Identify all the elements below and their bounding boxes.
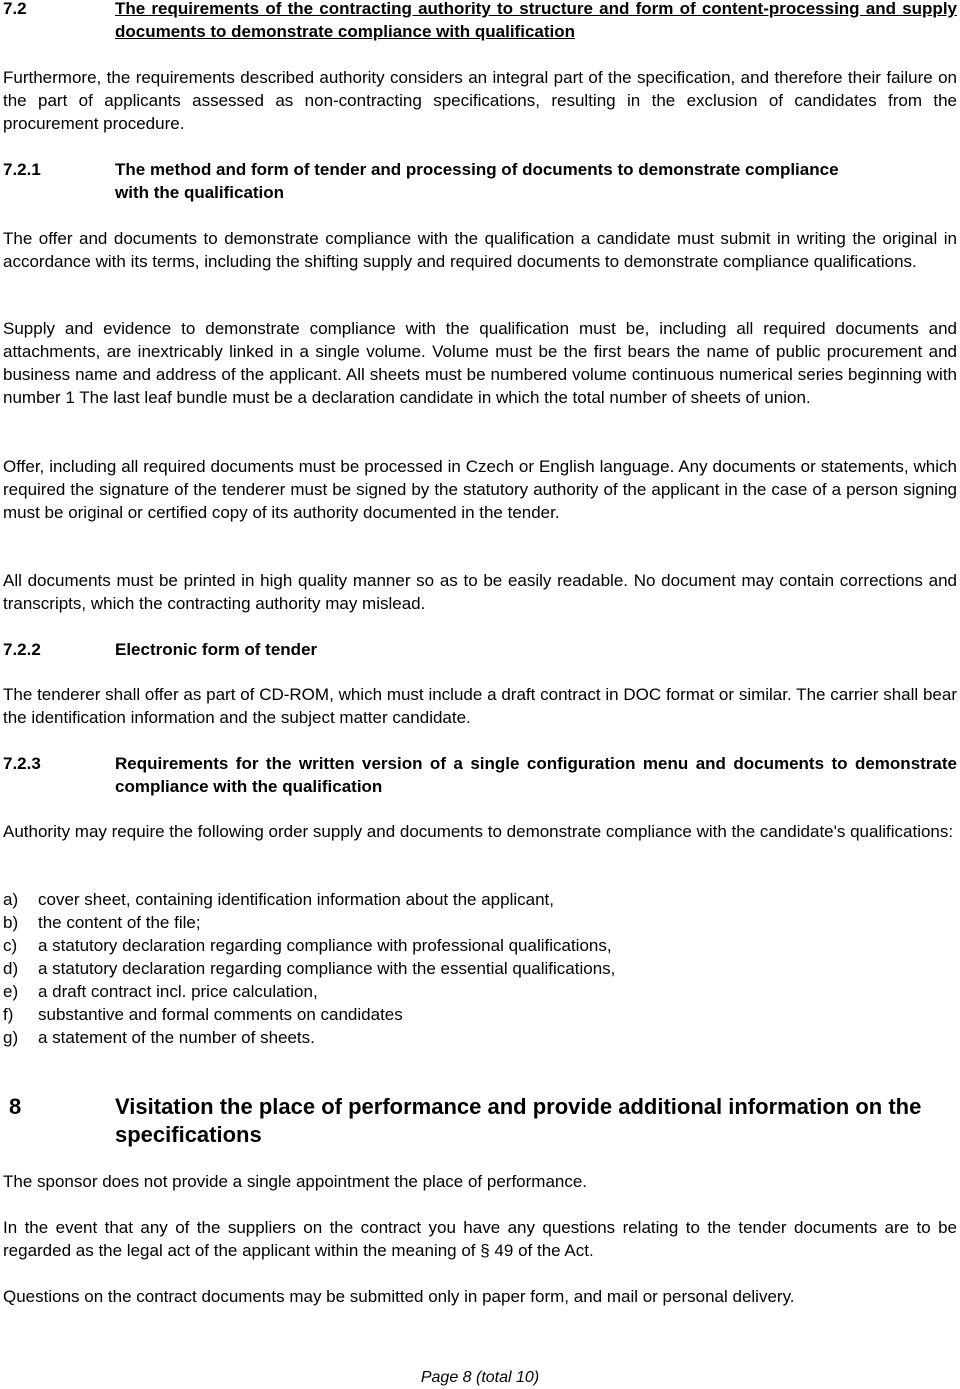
section-heading-8 [3, 1093, 957, 1149]
paragraph: Questions on the contract documents may be submitted only in paper form, and mail or personal delivery. [3, 1287, 795, 1306]
section-heading-7-2-1 [3, 158, 957, 204]
section-heading-7-2 [3, 0, 957, 43]
list-item-label: c) [3, 936, 18, 955]
section-number: 7.2 [3, 0, 27, 18]
section-heading-7-2-2 [3, 638, 957, 661]
list-item-text: the content of the file; [38, 913, 201, 932]
paragraph: Authority may require the following order supply and documents to demonstrate compliance with the candidate's qualifications: [3, 822, 954, 841]
list-item-label: b) [3, 913, 19, 932]
list-item-text: a statement of the number of sheets. [38, 1028, 315, 1047]
paragraph: The tenderer shall offer as part of CD-ROM, which must include a draft contract in DOC format or similar. The carrier shall bear the identification information and the subject matter candidate. [3, 685, 957, 727]
requirements-list [3, 888, 957, 1049]
list-item [3, 1003, 957, 1026]
list-item [3, 934, 957, 957]
list-item-text: cover sheet, containing identification information about the applicant, [38, 890, 554, 909]
list-item-text: a statutory declaration regarding compliance with professional qualifications, [38, 936, 612, 955]
list-item-text: a draft contract incl. price calculation, [38, 982, 318, 1001]
list-item-label: a) [3, 890, 19, 909]
page-footer: Page 8 (total 10) [420, 1369, 540, 1386]
list-item-text: substantive and formal comments on candidates [38, 1005, 403, 1024]
section-number: 7.2.3 [3, 754, 41, 773]
list-item [3, 1026, 957, 1049]
paragraph: Furthermore, the requirements described authority considers an integral part of the specification, and therefore their failure on the part of applicants assessed as non-contracting specifications, resulting in the exclusion of candidates from the procurement procedure. [3, 68, 957, 133]
list-item-text: a statutory declaration regarding compliance with the essential qualifications, [38, 959, 616, 978]
section-number: 7.2.1 [3, 160, 41, 179]
list-item [3, 888, 957, 911]
section-title: The method and form of tender and processing of documents to demonstrate compliance with the qualification [115, 160, 839, 202]
section-heading-7-2-3 [3, 752, 957, 798]
section-title: Requirements for the written version of a single configuration menu and documents to demonstrate compliance with the qualification [115, 754, 957, 796]
list-item-label: f) [3, 1005, 14, 1024]
paragraph: The offer and documents to demonstrate compliance with the qualification a candidate must submit in writing the original in accordance with its terms, including the shifting supply and required documents to demonstrate compliance qualifications. [3, 229, 957, 271]
list-item [3, 911, 957, 934]
section-title: Electronic form of tender [115, 640, 318, 659]
list-item-label: e) [3, 982, 19, 1001]
paragraph: Offer, including all required documents must be processed in Czech or English language. Any documents or statements, which required the signature of the tenderer must be signed by the statutory authority of the applicant in the case of a person signing must be original or certified copy of its authority documented in the tender. [3, 457, 957, 522]
paragraph: In the event that any of the suppliers on the contract you have any questions relating to the tender documents are to be regarded as the legal act of the applicant within the meaning of § 49 of the Act. [3, 1218, 957, 1260]
section-title: Visitation the place of performance and provide additional information on the specifications [115, 1094, 922, 1147]
list-item [3, 957, 957, 980]
list-item-label: d) [3, 959, 19, 978]
paragraph: All documents must be printed in high quality manner so as to be easily readable. No document may contain corrections and transcripts, which the contracting authority may mislead. [3, 571, 957, 613]
paragraph: The sponsor does not provide a single appointment the place of performance. [3, 1172, 588, 1191]
list-item [3, 980, 957, 1003]
section-title: The requirements of the contracting authority to structure and form of content-processing and supply documents to demonstrate compliance with qualification [115, 0, 957, 41]
section-number: 7.2.2 [3, 640, 41, 659]
section-number: 8 [9, 1094, 22, 1119]
list-item-label: g) [3, 1028, 19, 1047]
paragraph: Supply and evidence to demonstrate compliance with the qualification must be, including all required documents and attachments, are inextricably linked in a single volume. Volume must be the first bears the name of public procurement and business name and address of the applicant. All sheets must be numbered volume continuous numerical series beginning with number 1 The last leaf bundle must be a declaration candidate in which the total number of sheets of union. [3, 319, 957, 407]
